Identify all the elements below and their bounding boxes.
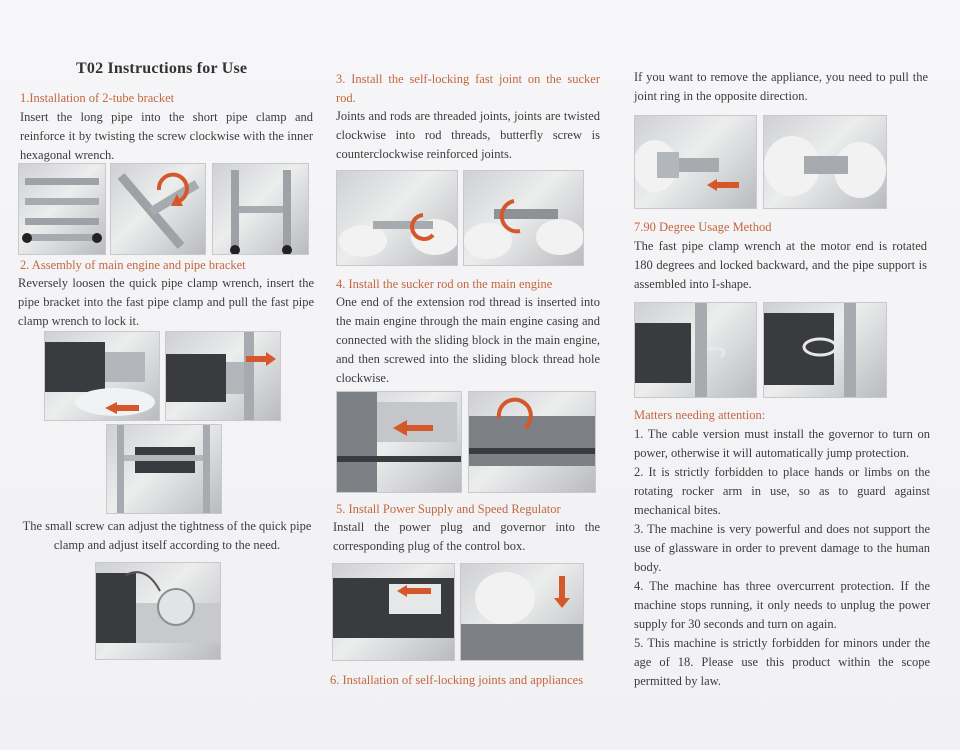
matters-item-5: 5. This machine is strictly forbidden for minors under the age of 18. Please use this product within the scope permitted by law. (634, 636, 930, 688)
clamp-rotate-photo (634, 302, 757, 398)
section-1-heading: 1.Installation of 2-tube bracket (20, 91, 175, 105)
governor-plug-photo (460, 563, 584, 661)
section-2-heading: 2. Assembly of main engine and pipe bracket (20, 258, 246, 272)
tube-twist-photo (110, 163, 206, 255)
section-5-heading: 5. Install Power Supply and Speed Regulator (336, 502, 561, 516)
section-5-text: Install the power plug and governor into the corresponding plug of the control box. (333, 520, 600, 553)
section-6-heading: 6. Installation of self-locking joints and appliances (330, 673, 584, 687)
section-2-note: The small screw can adjust the tightness of the quick pipe clamp and adjust itself according to the need. (22, 519, 312, 552)
tube-parts-photo (18, 163, 106, 255)
joint-release-photo (763, 115, 887, 209)
section-7-heading: 7.90 Degree Usage Method (634, 220, 772, 234)
section-4-heading: 4. Install the sucker rod on the main engine (336, 277, 553, 291)
power-plug-photo (332, 563, 455, 661)
matters-item-1: 1. The cable version must install the governor to turn on power, otherwise it will automatically jump protection. (634, 427, 930, 460)
adjust-screw-photo (95, 562, 221, 660)
mounted-engine-photo (106, 424, 222, 514)
h-bracket-photo (212, 163, 309, 255)
clamp-insert-photo (165, 331, 281, 421)
rod-insert-photo (336, 391, 462, 493)
joint-pull-photo (634, 115, 757, 209)
clamp-locked-photo (763, 302, 887, 398)
section-2-text: Reversely loosen the quick pipe clamp wrench, insert the pipe bracket into the fast pipe clamp and pull the fast pipe clamp wrench to lock it. (18, 276, 314, 328)
section-7-text: The fast pipe clamp wrench at the motor end is rotated 180 degrees and locked backward, and the pipe support is assembled into I-shape. (634, 239, 927, 291)
section-4-text: One end of the extension rod thread is inserted into the main engine through the main engine casing and connected with the sliding block in the main engine, and then screwed into the sliding block thread hole clockwise. (336, 295, 600, 385)
matters-heading: Matters needing attention: (634, 408, 766, 422)
section-3-heading: 3. Install the self-locking fast joint on the sucker rod. (336, 72, 600, 105)
matters-item-2: 2. It is strictly forbidden to place hands or limbs on the rotating rocker arm in use, so as to guard against mechanical bites. (634, 465, 930, 517)
butterfly-screw-photo (463, 170, 584, 266)
matters-list (634, 425, 930, 691)
section-3-text: Joints and rods are threaded joints, joints are twisted clockwise into rod threads, butterfly screw is counterclockwise reinforced joints. (336, 109, 600, 161)
document-title: T02 Instructions for Use (76, 60, 248, 77)
joint-thread-photo (336, 170, 458, 266)
removal-intro-text: If you want to remove the appliance, you need to pull the joint ring in the opposite direction. (634, 70, 928, 103)
section-1-text: Insert the long pipe into the short pipe clamp and reinforce it by twisting the screw clockwise with the inner hexagonal wrench. (20, 110, 313, 162)
clamp-loosen-photo (44, 331, 160, 421)
matters-item-3: 3. The machine is very powerful and does not support the use of glassware in order to prevent damage to the human body. (634, 522, 930, 574)
rod-screw-photo (468, 391, 596, 493)
matters-item-4: 4. The machine has three overcurrent protection. If the machine stops running, it only needs to unplug the power supply for 30 seconds and turn on again. (634, 579, 930, 631)
